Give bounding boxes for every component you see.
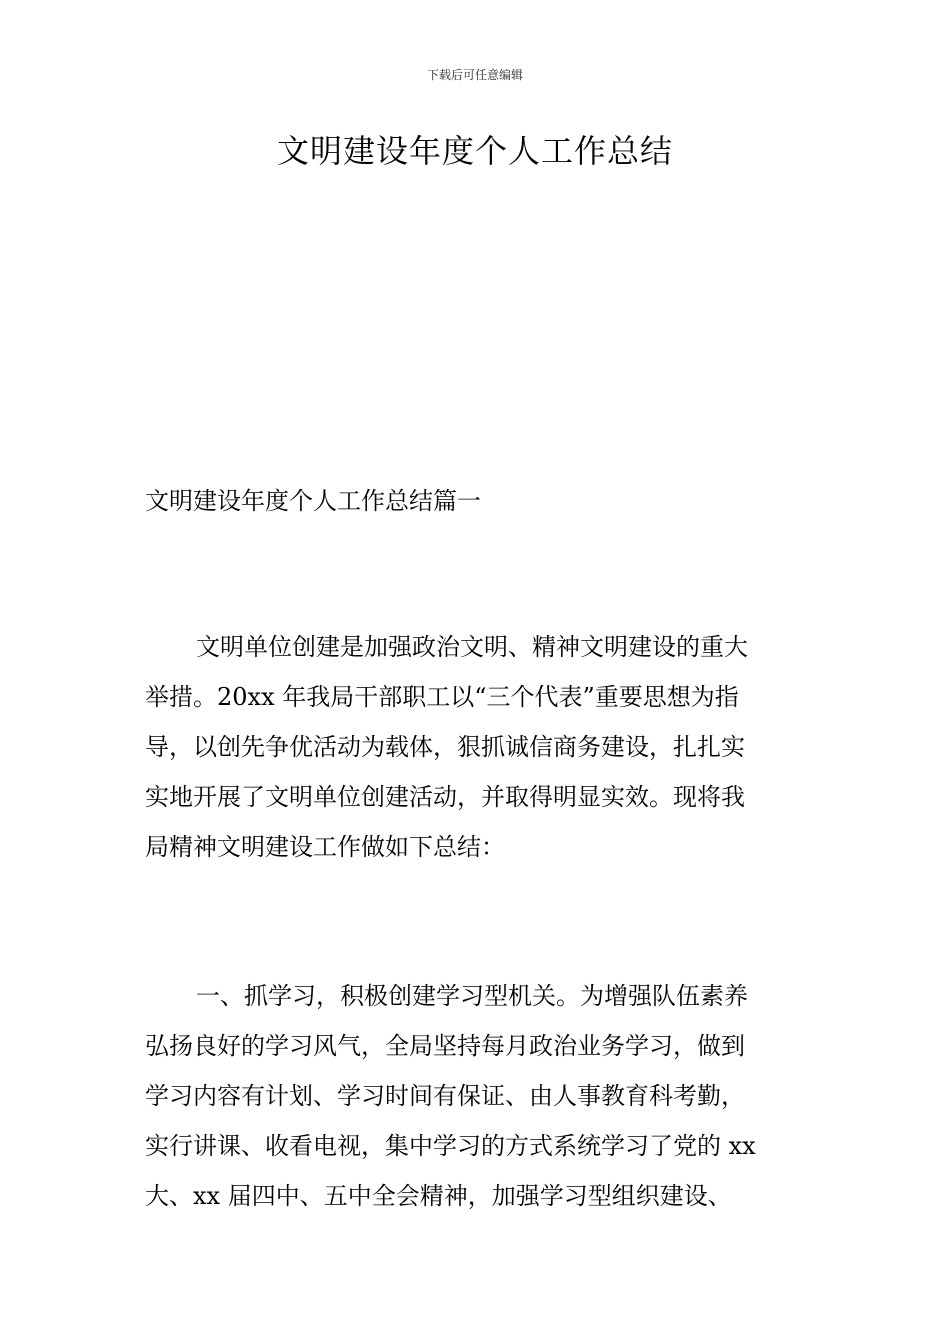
document-title: 文明建设年度个人工作总结 xyxy=(276,132,673,170)
paragraph-section-one xyxy=(145,971,807,1221)
paragraph-line: 弘扬良好的学习风气，全局坚持每月政治业务学习，做到 xyxy=(145,1032,745,1060)
paragraph-line: 实行讲课、收看电视，集中学习的方式系统学习了党的 xx xyxy=(145,1132,756,1160)
header-note: 下载后可任意编辑 xyxy=(426,68,523,82)
paragraph-line: 文明单位创建是加强政治文明、精神文明建设的重大 xyxy=(196,633,748,661)
paragraph-line: 学习内容有计划、学习时间有保证、由人事教育科考勤， xyxy=(145,1082,745,1110)
paragraph-line: 举措。20xx 年我局干部职工以“三个代表”重要思想为指 xyxy=(145,683,739,711)
section-heading: 文明建设年度个人工作总结篇一 xyxy=(145,487,481,515)
paragraph-line: 实地开展了文明单位创建活动，并取得明显实效。现将我 xyxy=(145,783,745,811)
paragraph-intro xyxy=(145,622,807,872)
paragraph-line: 大、xx 届四中、五中全会精神，加强学习型组织建设、 xyxy=(145,1182,732,1210)
paragraph-line: 导，以创先争优活动为载体，狠抓诚信商务建设，扎扎实 xyxy=(145,733,745,761)
paragraph-line: 一、抓学习，积极创建学习型机关。为增强队伍素养 xyxy=(196,982,748,1010)
paragraph-line: 局精神文明建设工作做如下总结： xyxy=(145,833,505,861)
